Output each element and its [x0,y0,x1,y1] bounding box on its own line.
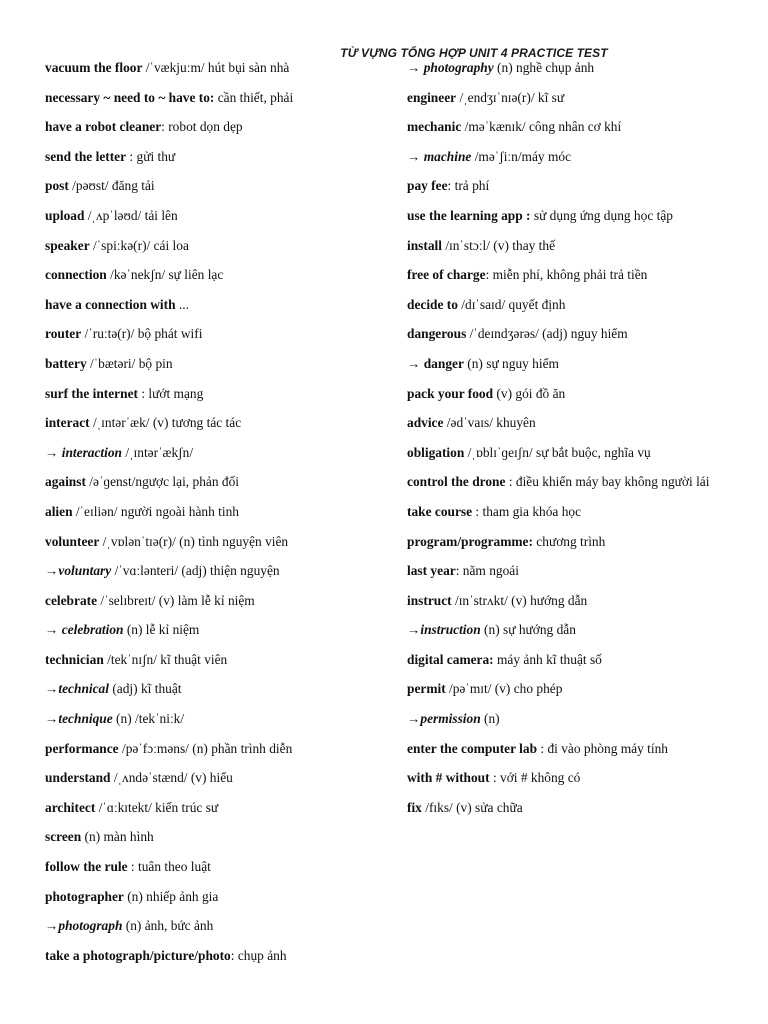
vocabulary-definition: : miễn phí, không phải trả tiền [485,267,648,283]
vocabulary-entry [45,798,375,818]
vocabulary-definition: máy ảnh kĩ thuật số [493,651,602,667]
vocabulary-term: have a robot cleaner [45,119,162,135]
vocabulary-definition: (adj) kĩ thuật [108,681,182,697]
vocabulary-definition: /məˈkænɪk/ công nhân cơ khí [461,119,622,135]
vocabulary-definition: /dɪˈsaɪd/ quyết định [457,296,566,312]
vocabulary-term: volunteer [45,533,100,549]
vocabulary-term: obligation [407,444,465,460]
vocabulary-entry [407,561,737,581]
vocabulary-definition: /ˈspiːkə(r)/ cái loa [89,237,189,253]
vocabulary-definition: : tham gia khóa học [472,503,582,519]
vocabulary-term: photographer [45,888,124,904]
vocabulary-column-right [407,58,737,827]
vocabulary-definition: /ˈvɑːlənteri/ (adj) thiện nguyện [111,563,280,579]
vocabulary-term: with # without [407,770,490,786]
vocabulary-entry [407,295,737,315]
vocabulary-term: enter the computer lab [407,740,538,756]
vocabulary-term: technician [45,651,104,667]
vocabulary-entry [45,295,375,315]
vocabulary-term: against [45,474,86,490]
vocabulary-term: control the drone [407,474,506,490]
vocabulary-term: necessary ~ need to ~ have to: [45,89,215,105]
vocabulary-definition: /ˈselɪbreɪt/ (v) làm lễ kỉ niệm [97,592,255,608]
vocabulary-term: → danger [407,355,464,371]
vocabulary-definition: /pəʊst/ đăng tải [68,178,155,194]
vocabulary-entry [45,354,375,374]
vocabulary-term: have a connection with [45,296,176,312]
vocabulary-definition: /ˈbætəri/ bộ pin [86,355,173,371]
vocabulary-definition: /məˈʃiːn/máy móc [471,148,572,164]
vocabulary-term: install [407,237,442,253]
vocabulary-definition: /ˈruːtə(r)/ bộ phát wifi [81,326,203,342]
vocabulary-definition: chương trình [532,533,606,549]
vocabulary-term: take a photograph/picture/photo [45,947,231,963]
vocabulary-entry [45,88,375,108]
vocabulary-entry [407,768,737,788]
vocabulary-entry [45,265,375,285]
vocabulary-term: upload [45,207,85,223]
vocabulary-entry [45,147,375,167]
vocabulary-term: engineer [407,89,457,105]
vocabulary-definition: : robot dọn dẹp [161,119,243,135]
page-title: TỪ VỰNG TỔNG HỢP UNIT 4 PRACTICE TEST [340,46,608,60]
vocabulary-term: free of charge [407,267,486,283]
vocabulary-term: dangerous [407,326,467,342]
vocabulary-term: → interaction [45,444,123,460]
vocabulary-definition: : gửi thư [126,148,176,164]
vocabulary-entry [407,502,737,522]
vocabulary-definition: /ˈdeɪndʒərəs/ (adj) nguy hiểm [466,326,628,342]
vocabulary-definition: /ɪnˈstɔːl/ (v) thay thế [441,237,556,253]
vocabulary-definition: sử dụng ứng dụng học tập [530,207,673,223]
vocabulary-term: fix [407,799,422,815]
vocabulary-term: →instruction [407,622,481,638]
vocabulary-entry [45,532,375,552]
vocabulary-entry [45,176,375,196]
vocabulary-term: program/programme: [407,533,533,549]
vocabulary-entry [45,472,375,492]
vocabulary-definition: /ˌvɒlənˈtɪə(r)/ (n) tình nguyện viên [99,533,289,549]
vocabulary-entry [407,798,737,818]
vocabulary-entry [407,413,737,433]
vocabulary-entry [45,768,375,788]
vocabulary-entry [407,176,737,196]
vocabulary-entry [45,502,375,522]
vocabulary-entry [407,443,737,463]
vocabulary-term: pay fee [407,178,448,194]
vocabulary-definition: /əˈɡenst/ngược lại, phản đối [85,474,239,490]
vocabulary-definition: (n) nhiếp ảnh gia [123,888,219,904]
vocabulary-definition: : chụp ảnh [230,947,287,963]
vocabulary-definition: (n) lễ kỉ niệm [123,622,200,638]
vocabulary-entry [407,620,737,640]
vocabulary-entry [407,591,737,611]
vocabulary-definition: /ˌendʒɪˈnɪə(r)/ kĩ sư [456,89,565,105]
vocabulary-entry [45,857,375,877]
vocabulary-definition: /pəˈmɪt/ (v) cho phép [445,681,563,697]
vocabulary-term: post [45,178,69,194]
vocabulary-entry [45,384,375,404]
vocabulary-entry [45,827,375,847]
vocabulary-entry [45,413,375,433]
vocabulary-term: last year [407,563,456,579]
vocabulary-term: use the learning app : [407,207,531,223]
vocabulary-definition: /tekˈnɪʃn/ kĩ thuật viên [103,651,228,667]
vocabulary-entry [407,384,737,404]
vocabulary-term: screen [45,829,82,845]
vocabulary-entry [45,117,375,137]
vocabulary-definition: /ˈvækjuːm/ hút bụi sàn nhà [142,60,290,75]
vocabulary-term: follow the rule [45,859,128,875]
vocabulary-term: decide to [407,296,458,312]
vocabulary-entry [407,532,737,552]
vocabulary-entry [407,58,737,78]
vocabulary-definition: (n) màn hình [81,829,154,845]
vocabulary-term: →photograph [45,918,123,934]
vocabulary-definition: (n) /tekˈniːk/ [112,711,185,727]
vocabulary-definition: (n) sự nguy hiểm [463,355,559,371]
vocabulary-entry [407,709,737,729]
vocabulary-definition: cần thiết, phải [214,89,294,105]
vocabulary-definition: (n) nghề chụp ảnh [493,60,595,75]
vocabulary-term: send the letter [45,148,127,164]
vocabulary-term: permit [407,681,446,697]
vocabulary-term: vacuum the floor [45,60,143,75]
vocabulary-definition: /pəˈfɔːməns/ (n) phần trình diễn [118,740,293,756]
vocabulary-term: →technical [45,681,109,697]
vocabulary-term: take course [407,503,473,519]
vocabulary-term: architect [45,799,96,815]
vocabulary-definition: : lướt mạng [137,385,204,401]
vocabulary-term: instruct [407,592,452,608]
vocabulary-entry [407,147,737,167]
vocabulary-term: mechanic [407,119,462,135]
vocabulary-definition: /ˌɪntərˈækʃn/ [122,444,194,460]
vocabulary-entry [45,620,375,640]
vocabulary-term: → celebration [45,622,124,638]
vocabulary-entry [407,236,737,256]
vocabulary-entry [407,265,737,285]
vocabulary-entry [45,58,375,78]
vocabulary-entry [407,324,737,344]
vocabulary-term: →voluntary [45,563,112,579]
vocabulary-entry [407,650,737,670]
vocabulary-entry [45,739,375,759]
vocabulary-entry [45,591,375,611]
vocabulary-definition: (n) ảnh, bức ảnh [122,918,214,934]
vocabulary-term: → photography [407,60,494,75]
vocabulary-entry [45,236,375,256]
vocabulary-term: connection [45,267,107,283]
vocabulary-definition: /ˌɒblɪˈɡeɪʃn/ sự bắt buộc, nghĩa vụ [464,444,651,460]
vocabulary-definition: /ˈeɪliən/ người ngoài hành tinh [72,503,239,519]
vocabulary-definition: : năm ngoái [455,563,519,579]
vocabulary-entry [407,739,737,759]
vocabulary-definition: /ˈɑːkɪtekt/ kiến trúc sư [95,799,219,815]
vocabulary-definition: : với # không có [489,770,581,786]
vocabulary-term: understand [45,770,111,786]
vocabulary-entry [45,916,375,936]
vocabulary-term: speaker [45,237,90,253]
vocabulary-term: performance [45,740,119,756]
vocabulary-term: advice [407,415,444,431]
vocabulary-entry [407,88,737,108]
vocabulary-definition: : trả phí [447,178,490,194]
vocabulary-term: celebrate [45,592,98,608]
vocabulary-definition: : đi vào phòng máy tính [537,740,668,756]
vocabulary-definition: /ˌʌpˈləʊd/ tải lên [84,207,178,223]
vocabulary-entry [407,206,737,226]
vocabulary-definition: /kəˈnekʃn/ sự liên lạc [106,267,224,283]
vocabulary-entry [45,946,375,966]
vocabulary-term: alien [45,503,73,519]
vocabulary-term: →technique [45,711,113,727]
vocabulary-term: surf the internet [45,385,138,401]
vocabulary-definition: ... [175,296,189,312]
vocabulary-entry [45,324,375,344]
vocabulary-term: pack your food [407,385,494,401]
vocabulary-entry [407,354,737,374]
vocabulary-entry [45,443,375,463]
vocabulary-term: interact [45,415,90,431]
vocabulary-definition: : tuân theo luật [127,859,211,875]
vocabulary-entry [45,709,375,729]
vocabulary-entry [45,206,375,226]
vocabulary-column-left [45,58,375,975]
vocabulary-term: router [45,326,82,342]
vocabulary-entry [407,472,737,492]
vocabulary-term: → machine [407,148,472,164]
vocabulary-definition: /ˌɪntərˈæk/ (v) tương tác tác [89,415,242,431]
vocabulary-definition: : điều khiển máy bay không người lái [505,474,710,490]
vocabulary-definition: /ədˈvaɪs/ khuyên [443,415,536,431]
vocabulary-entry [407,679,737,699]
vocabulary-entry [45,887,375,907]
vocabulary-definition: (n) [480,711,500,727]
vocabulary-term: battery [45,355,87,371]
vocabulary-entry [45,650,375,670]
vocabulary-definition: /ɪnˈstrʌkt/ (v) hướng dẫn [451,592,588,608]
vocabulary-definition: (v) gói đồ ăn [493,385,566,401]
vocabulary-definition: /fɪks/ (v) sửa chữa [421,799,523,815]
vocabulary-entry [45,561,375,581]
vocabulary-entry [45,679,375,699]
vocabulary-term: →permission [407,711,481,727]
vocabulary-definition: /ˌʌndəˈstænd/ (v) hiểu [110,770,233,786]
vocabulary-entry [407,117,737,137]
vocabulary-definition: (n) sự hướng dẫn [480,622,576,638]
vocabulary-term: digital camera: [407,651,494,667]
